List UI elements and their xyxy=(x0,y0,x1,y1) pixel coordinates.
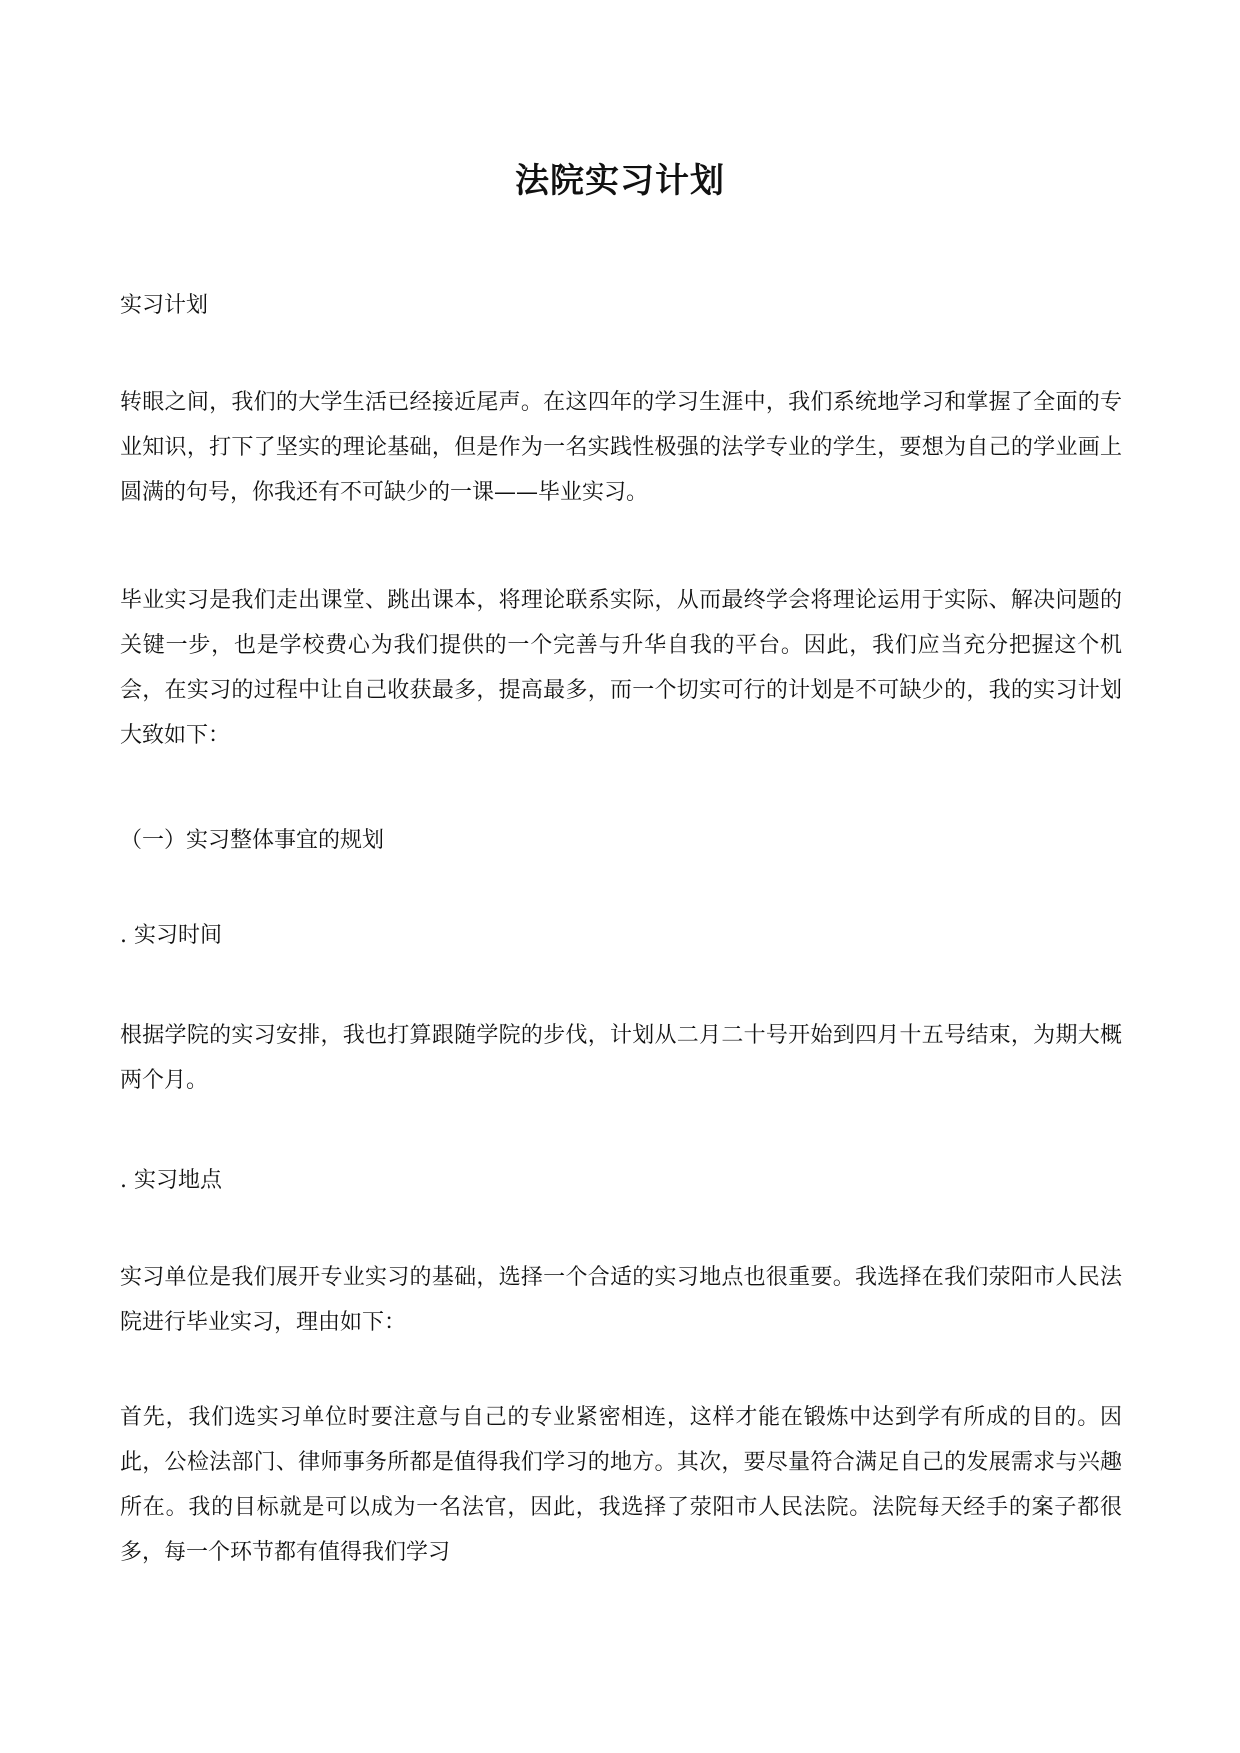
paragraph-internship-purpose: 毕业实习是我们走出课堂、跳出课本，将理论联系实际，从而最终学会将理论运用于实际、解决问题的关键一步，也是学校费心为我们提供的一个完善与升华自我的平台。因此，我们应当充分把握这个机会，在实习的过程中让自己收获最多，提高最多，而一个切实可行的计划是不可缺少的，我的实习计划大致如下： xyxy=(120,588,1122,748)
section-heading-plan: 实习计划 xyxy=(120,293,209,318)
subheading-internship-time: . 实习时间 xyxy=(120,923,222,948)
paragraph-location-reasons: 首先，我们选实习单位时要注意与自己的专业紧密相连，这样才能在锻炼中达到学有所成的目的。因此，公检法部门、律师事务所都是值得我们学习的地方。其次，要尽量符合满足自己的发展需求与兴趣所在。我的目标就是可以成为一名法官，因此，我选择了荥阳市人民法院。法院每天经手的案子都很多，每一个环节都有值得我们学习 xyxy=(120,1405,1122,1565)
paragraph-intro: 转眼之间，我们的大学生活已经接近尾声。在这四年的学习生涯中，我们系统地学习和掌握了全面的专业知识，打下了坚实的理论基础，但是作为一名实践性极强的法学专业的学生，要想为自己的学业画上圆满的句号，你我还有不可缺少的一课——毕业实习。 xyxy=(120,390,1122,505)
section-heading-overall-plan: （一）实习整体事宜的规划 xyxy=(120,828,385,853)
paragraph-internship-time: 根据学院的实习安排，我也打算跟随学院的步伐，计划从二月二十号开始到四月十五号结束，为期大概两个月。 xyxy=(120,1023,1122,1093)
paragraph-internship-location: 实习单位是我们展开专业实习的基础，选择一个合适的实习地点也很重要。我选择在我们荥阳市人民法院进行毕业实习，理由如下： xyxy=(120,1265,1122,1335)
subheading-internship-location: . 实习地点 xyxy=(120,1168,222,1193)
document-title: 法院实习计划 xyxy=(515,161,725,201)
